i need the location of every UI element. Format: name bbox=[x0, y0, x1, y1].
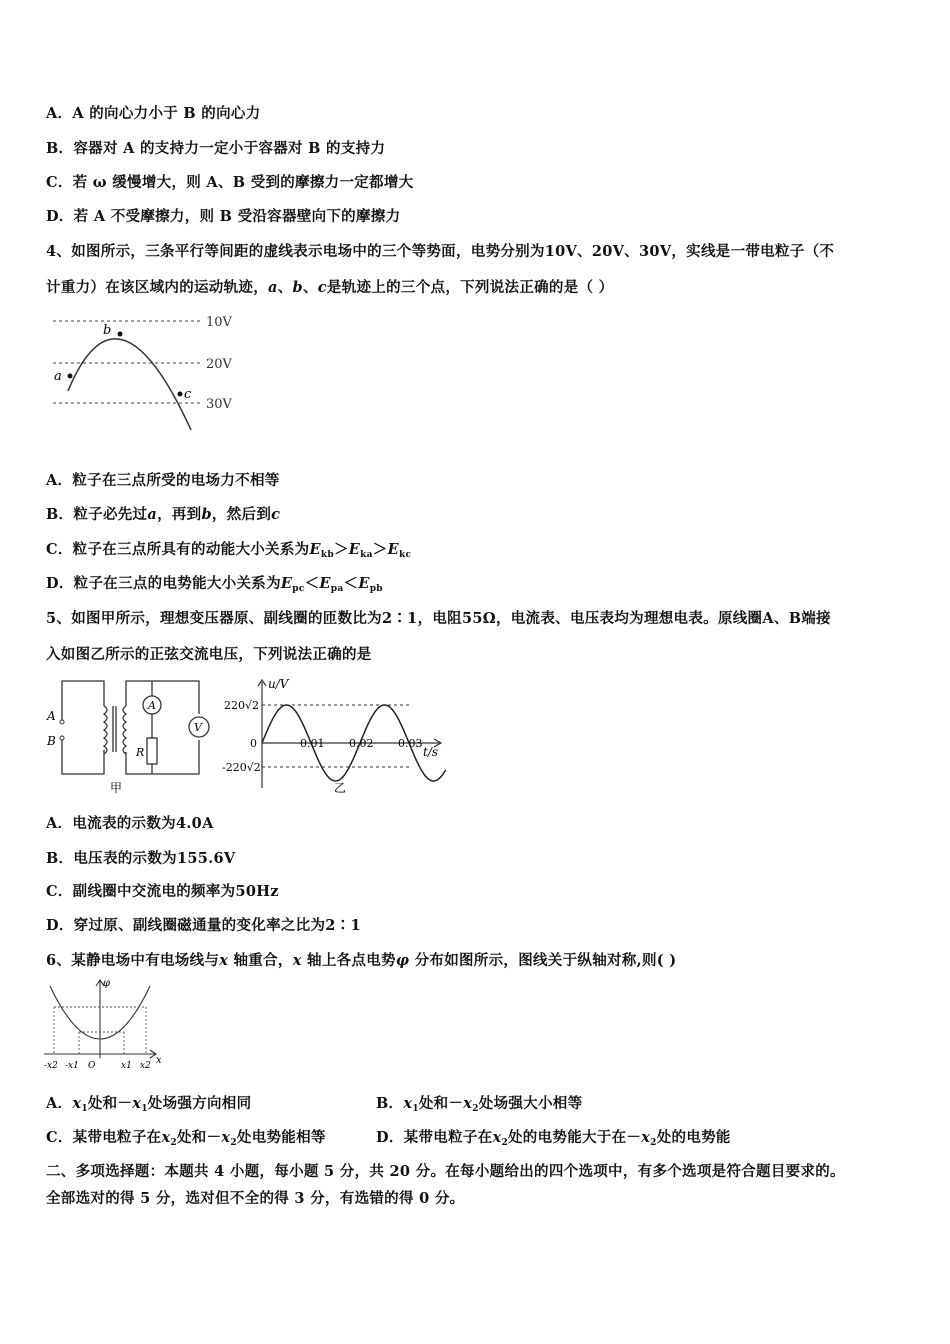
label-30v: 30V bbox=[206, 397, 232, 412]
x-axis-label: x bbox=[156, 1055, 162, 1066]
resistor bbox=[147, 738, 157, 764]
q3-option-c: C．若 ω 缓慢增大，则 A、B 受到的摩擦力一定都增大 bbox=[46, 174, 414, 191]
tick-x1: x1 bbox=[121, 1061, 132, 1071]
section2-heading-line1: 二、多项选择题：本题共 4 小题，每小题 5 分，共 20 分。在每小题给出的四个选项中，有多个选项是符合题目要求的。 bbox=[46, 1163, 845, 1180]
point-b bbox=[118, 332, 123, 337]
q6-option-d: D．某带电粒子在$x_2$处的电势能大于在$-x_2$处的电势能 bbox=[376, 1129, 731, 1148]
q6-option-a: A．$x_1$处和$-x_1$处场强方向相同 bbox=[46, 1095, 252, 1114]
q4-option-c: C．粒子在三点所具有的动能大小关系为$E_{kb}>E_{ka}>E_{kc}$ bbox=[46, 541, 412, 560]
q6-option-b: B．$x_1$处和$-x_2$处场强大小相等 bbox=[376, 1095, 583, 1114]
point-c bbox=[178, 392, 183, 397]
y-axis-label: u/V bbox=[268, 677, 289, 691]
figure-caption-jia: 甲 bbox=[110, 781, 123, 795]
label-10v: 10V bbox=[206, 315, 232, 330]
q3-option-d: D．若 A 不受摩擦力，则 B 受沿容器壁向下的摩擦力 bbox=[46, 208, 401, 225]
label-b: b bbox=[103, 323, 112, 338]
particle-trajectory bbox=[68, 339, 191, 430]
q5-option-b: B．电压表的示数为155.6V bbox=[46, 850, 236, 867]
voltmeter-label: V bbox=[194, 721, 202, 734]
q6-potential-figure bbox=[44, 976, 174, 1076]
x-tick-label: 0.02 bbox=[349, 737, 374, 750]
q5-circuit-figure bbox=[44, 676, 214, 796]
q6-option-c: C．某带电粒子在$x_2$处和$-x_2$处电势能相等 bbox=[46, 1129, 326, 1148]
q4-option-b: B．粒子必先过a，再到b，然后到c bbox=[46, 506, 281, 523]
q4-option-a: A．粒子在三点所受的电场力不相等 bbox=[46, 472, 280, 489]
terminal-a-label: A bbox=[47, 709, 56, 723]
point-a bbox=[68, 374, 73, 379]
q6-stem: 6、某静电场中有电场线与x 轴重合，x 轴上各点电势φ 分布如图所示，图线关于纵轴对称,则( ) bbox=[46, 952, 677, 969]
y-min-label: -220√2 bbox=[222, 761, 261, 774]
q4-stem-line1: 4、如图所示，三条平行等间距的虚线表示电场中的三个等势面，电势分别为10V、20V、30V，实线是一带电粒子（不 bbox=[46, 243, 835, 260]
q5-voltage-chart bbox=[222, 676, 452, 798]
section2-heading-line2: 全部选对的得 5 分，选对但不全的得 3 分，有选错的得 0 分。 bbox=[46, 1190, 465, 1207]
q5-option-a: A．电流表的示数为4.0A bbox=[46, 815, 214, 832]
x-axis-label: t/s bbox=[423, 745, 439, 759]
q5-stem-line1: 5、如图甲所示，理想变压器原、副线圈的匝数比为2∶1，电阻55Ω，电流表、电压表均为理想电表。原线圈A、B端接 bbox=[46, 610, 831, 627]
phi-axis-label: φ bbox=[103, 978, 111, 989]
resistor-label: R bbox=[136, 746, 145, 759]
label-a: a bbox=[54, 369, 62, 384]
tick-x2: x2 bbox=[140, 1061, 151, 1071]
q5-stem-line2: 入如图乙所示的正弦交流电压，下列说法正确的是 bbox=[46, 646, 372, 663]
figure-caption-yi: 乙 bbox=[334, 781, 347, 795]
q3-option-a: A．A 的向心力小于 B 的向心力 bbox=[46, 105, 261, 122]
tick-neg-x1: -x1 bbox=[65, 1061, 79, 1071]
tick-origin: O bbox=[88, 1061, 96, 1071]
tick-neg-x2: -x2 bbox=[44, 1061, 58, 1071]
q5-option-d: D．穿过原、副线圈磁通量的变化率之比为2∶1 bbox=[46, 917, 361, 934]
q4-stem-line2: 计重力）在该区域内的运动轨迹，a、b、c是轨迹上的三个点，下列说法正确的是（ ） bbox=[46, 279, 614, 296]
label-c: c bbox=[184, 387, 192, 402]
terminal-b-label: B bbox=[47, 734, 56, 748]
x-tick-label: 0.03 bbox=[398, 737, 423, 750]
ammeter-label: A bbox=[148, 699, 156, 712]
y-max-label: 220√2 bbox=[224, 699, 260, 712]
q4-equipotential-figure bbox=[48, 305, 258, 435]
label-20v: 20V bbox=[206, 357, 232, 372]
origin-label: 0 bbox=[250, 737, 257, 750]
x-tick-label: 0.01 bbox=[300, 737, 325, 750]
q3-option-b: B．容器对 A 的支持力一定小于容器对 B 的支持力 bbox=[46, 140, 386, 157]
q4-option-d: D．粒子在三点的电势能大小关系为$E_{pc}<E_{pa}<E_{pb}$ bbox=[46, 575, 383, 594]
q5-option-c: C．副线圈中交流电的频率为50Hz bbox=[46, 883, 279, 900]
